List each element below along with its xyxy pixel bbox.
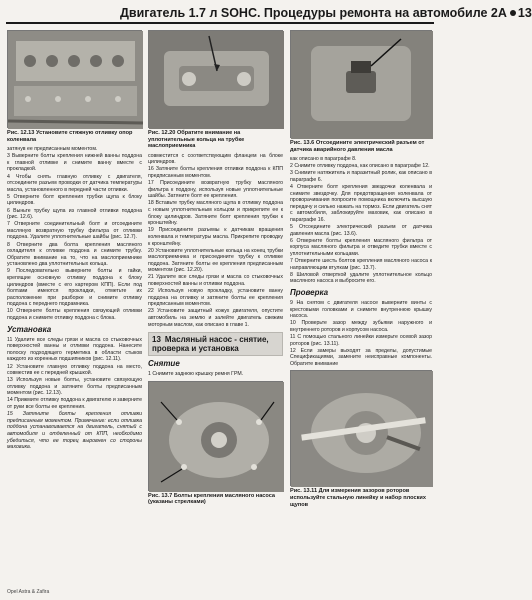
paragraph: 17 Присоедините возвратную трубку масляного фильтра к поддону, используя новые уплотнительные шайбы. Затяните болт ее крепления.	[148, 180, 283, 200]
header-title-text: Двигатель 1.7 л SOHC. Процедуры ремонта на автомобиле 2A	[120, 6, 507, 20]
paragraph: 18 Вставьте трубку масляного щупа в отливку поддона с новым уплотнительным кольцом и прикрепите ее к блоку цилиндров. Затяните болт крепления трубки к кронштейну.	[148, 200, 283, 227]
section-banner	[148, 332, 283, 356]
paragraph: 19 Присоедините разъемы к датчикам вращения коленвала и температуры масла. Прикрепите проводку к кронштейну.	[148, 227, 283, 247]
paragraph: 21 Удалите все следы грязи и масла со стыковочных поверхностей ванны и отливки поддона.	[148, 274, 283, 288]
photo-fig-13-6	[290, 30, 432, 138]
oil-sensor-image	[291, 31, 433, 139]
column-1	[7, 30, 142, 451]
paragraph: совместится с соответствующим фланцем на блоке цилиндров.	[148, 152, 283, 166]
paragraph: 7 Отверните соединительный болт и отсоедините масляную возвратную трубку фильтра от отливки поддона. Удалите уплотнительные шайбы (рис. 12.7).	[7, 221, 142, 241]
figure-caption: Рис. 13.7 Болты крепления масляного насоса (указаны стрелками)	[148, 492, 276, 506]
paragraph: 1 Снимите заднюю крышку ремня ГРМ.	[148, 371, 244, 378]
paragraph: 20 Установите уплотнительные кольца на конец трубки маслоприемника и присоедините трубку к отливке поддона. Затяните болты ее крепления предписанным моментом (рис. 12.20).	[148, 247, 283, 274]
paragraph: 9 На снятом с двигателя насосе выверните винты с крестовыми головками и снимите внутреннюю крышку насоса.	[290, 299, 432, 320]
paragraph: 3 Выверните болты крепления нижней ванны поддона к главной отливке и снимите ванну вместе с прокладкой.	[7, 153, 142, 173]
header-rule	[6, 22, 434, 24]
section-title: Масляный насос - снятие, проверка и установка	[152, 335, 269, 354]
figure-caption: Рис. 13.6 Отсоедините электрический разъем от датчика аварийного давления масла	[290, 140, 425, 153]
oil-pickup-image	[149, 31, 284, 129]
paragraph: 14 Прижмите отливку поддона к двигателю и заверните от руки все болты ее крепления.	[7, 397, 142, 411]
paragraph: 6 Отверните болты крепления масляного фильтра от корпуса масляного фильтра и отведите трубки вместе с уплотнительными кольцами.	[290, 237, 432, 257]
paragraph: 10 Отверните болты крепления связующей отливки поддона и снимите отливку поддона с блока.	[7, 308, 142, 322]
bullet-icon	[510, 10, 516, 16]
figure-caption: Рис. 12.13 Установите стяжную отливку опор коленвала	[7, 130, 133, 143]
paragraph: затянув ее предписанным моментом.	[7, 146, 98, 153]
paragraph: 4 Отверните болт крепления звездочки коленвала и снимите звездочку. Для предотвращения коленвала от проворачивания попросите помощника включить высшую передачу и сильно нажать на тормоз. Если двигатель снят с автомобиля, заблокируйте маховик, как описано в параграфе 16.	[290, 184, 432, 224]
paragraph: как описано в параграфе 8.	[290, 156, 357, 163]
paragraph: 7 Отверните шесть болтов крепления масляного насоса к направляющим втулкам (рис. 13.7).	[290, 258, 432, 271]
photo-fig-13-7	[148, 381, 283, 491]
engine-photo-fig-12-13	[7, 30, 142, 128]
paragraph: 8 Отверните два болта крепления масляного охладителя к отливке поддона и снимите трубку. Обратите внимание на то, что на маслоприемнике установлено два уплотнительных кольца.	[7, 241, 142, 268]
paragraph: 12 Если замеры выходят за пределы, допустимые Спецификациями, замените неисправные компоненты. Обратите внимание	[290, 347, 432, 367]
photo-fig-13-11	[290, 370, 432, 486]
paragraph: 5 Отверните болт крепления трубки щупа к блоку цилиндров.	[7, 193, 142, 207]
page-title	[120, 6, 532, 20]
paragraph: 9 Последовательно выверните болты и гайки, крепящие основную отливку поддона к блоку цилиндров (вместе с его картером КПП). Если под болтами имеются прокладки, отметьте их расположение при разборке и снимите отливку поддона с переднего подрамника.	[7, 268, 142, 308]
paragraph: 23 Установите защитный кожух двигателя, опустите автомобиль на землю и залейте двигатель свежим моторным маслом, как описано в главе 1.	[148, 308, 283, 328]
paragraph: 16 Затяните болты крепления отливки поддона к КПП предписанным моментом.	[148, 166, 283, 180]
paragraph: 2 Снимите отливку поддона, как описано в параграфе 12.	[290, 163, 430, 170]
paragraph: 15 Затяните болты крепления отливки предписанным моментом. Примечание: если отливка поддона устанавливается на двигатель, снятый с автомобиля и отделенный от КПП, необходимо убедиться, что ее торец выровнен со стороны маховика.	[7, 411, 142, 451]
section-number: 13	[152, 335, 161, 345]
rotor-measure-image	[291, 371, 433, 487]
page-footer: Opel Astra & Zafira	[7, 589, 50, 595]
paragraph: 11 С помощью стального линейки измерьте осевой зазор роторов (рис. 13.11).	[290, 333, 432, 347]
page-header	[0, 0, 532, 26]
page-number: 13	[517, 6, 532, 20]
figure-caption: Рис. 12.20 Обратите внимание на уплотнительные кольца на трубке маслоприемника	[148, 130, 245, 150]
oil-pump-image	[149, 382, 284, 492]
paragraph: 3 Снимите натяжитель и паразитный ролик, как описано в параграфе 6.	[290, 170, 432, 183]
paragraph: 8 Шиловой отверткой удалите уплотнительное кольцо масляного насоса и выбросите его.	[290, 271, 432, 285]
engine-block-image	[8, 31, 143, 129]
column-2	[148, 30, 283, 509]
column-3	[290, 30, 432, 511]
paragraph: 22 Используя новую прокладку, установите ванну поддона на отливку и затяните болты ее крепления предписанным моментом.	[148, 288, 283, 308]
section-heading: Установка	[7, 324, 52, 334]
photo-fig-12-20	[148, 30, 283, 128]
section-heading: Проверка	[290, 287, 329, 297]
paragraph: 13 Используя новые болты, установите связующую отливку поддона и затяните болты предписанным моментом (рис. 12.13).	[7, 377, 142, 397]
paragraph: 5 Отсоедините электрический разъем от датчика давления масла (рис. 13.6).	[290, 224, 432, 237]
section-heading: Снятие	[148, 359, 180, 369]
paragraph: 4 Чтобы снять главную отливку с двигателя, отсоедините разъем проводки от датчика температуры масла, установленного в передней части отливки.	[7, 173, 142, 193]
figure-caption: Рис. 13.11 Для измерения зазоров роторов используйте стальную линейку и набор плоских щупов	[290, 488, 426, 508]
paragraph: 6 Выньте трубку щупа из главной отливки поддона (рис. 12.6).	[7, 207, 142, 221]
paragraph: 10 Проверьте зазор между зубьями наружного и внутреннего роторов и корпусом насоса.	[290, 320, 432, 333]
paragraph: 12 Установите главную отливку поддона на место, совместив ее с передней крышкой.	[7, 363, 142, 377]
paragraph: 11 Удалите все следы грязи и масла со стыковочных поверхностей ванны и отливки поддона. Нанесите полоску подходящего герметика в области стыков каждого из коренных подшипников (рис. 12.11).	[7, 336, 142, 363]
